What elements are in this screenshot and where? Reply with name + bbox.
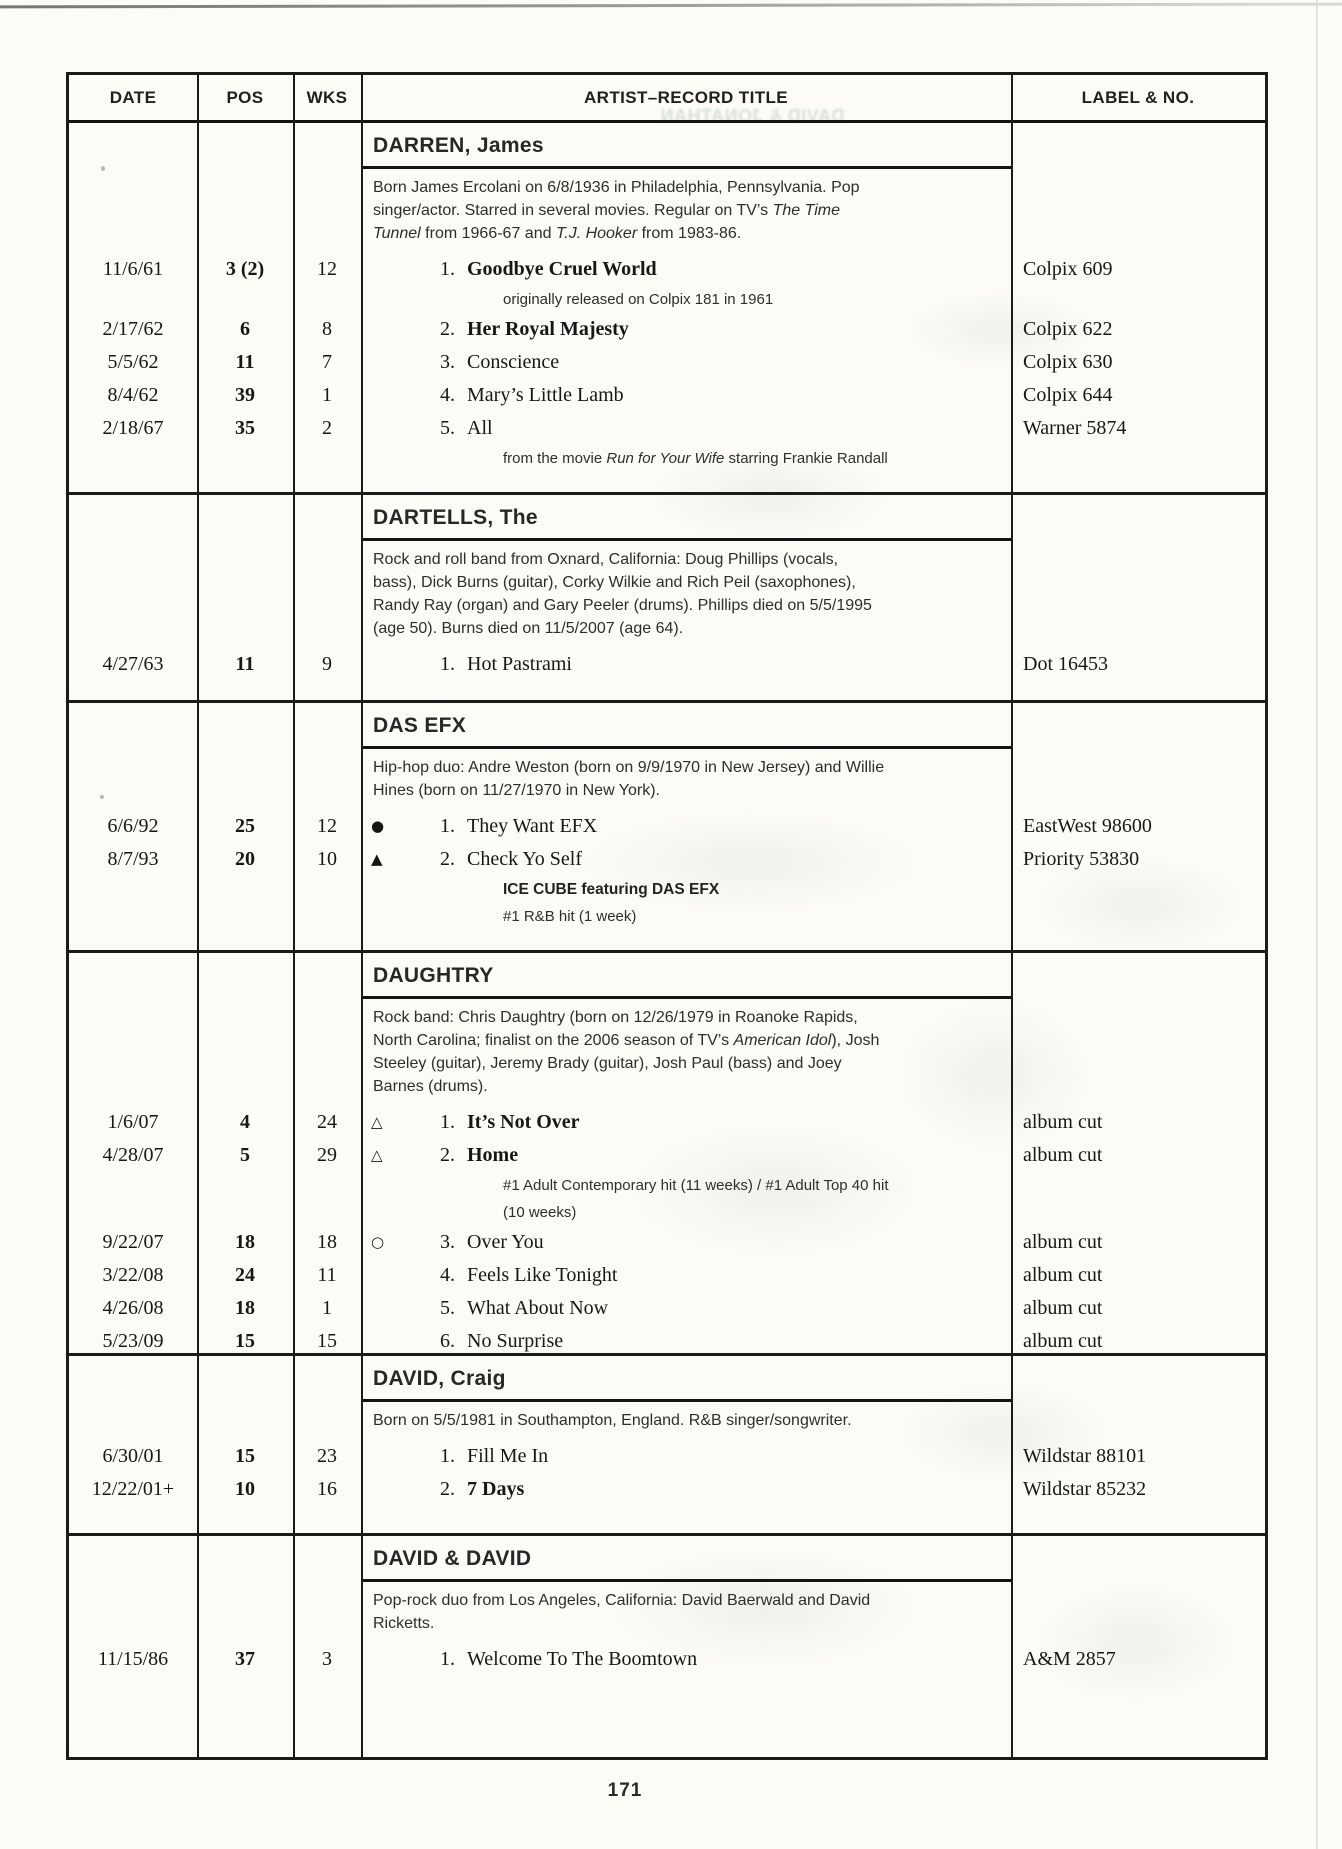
artist-name-band xyxy=(361,1356,1011,1402)
entry-title-cell xyxy=(361,1259,1011,1292)
text-segment: Born on 5/5/1981 in Southampton, England. R&B singer/songwriter. xyxy=(373,1412,852,1429)
entry-date: 5/23/09 xyxy=(102,1330,164,1352)
italic-text-segment: The Time Tunnel xyxy=(373,202,841,242)
entry-label-number: album cut xyxy=(1023,1231,1103,1253)
entry-title: All xyxy=(467,417,493,439)
entry-weeks-charted: 10 xyxy=(317,848,337,870)
artist-section xyxy=(69,1356,1265,1536)
chart-entry-row xyxy=(69,843,1265,876)
symbol-placeholder xyxy=(371,1643,409,1676)
symbol-placeholder xyxy=(371,1292,409,1325)
entry-note xyxy=(503,1172,903,1226)
entry-label-number: Colpix 644 xyxy=(1023,384,1113,406)
entry-title-cell xyxy=(361,1440,1011,1473)
entry-title-cell xyxy=(361,1292,1011,1325)
entry-number: 6. xyxy=(440,1330,455,1352)
column-header-pos: POS xyxy=(226,87,264,107)
artist-name: DAS EFX xyxy=(373,714,467,737)
entry-weeks-charted: 7 xyxy=(322,351,332,373)
entry-label-number: album cut xyxy=(1023,1111,1103,1133)
entry-title-cell xyxy=(361,843,1011,876)
entry-date: 2/18/67 xyxy=(102,417,164,439)
entry-number: 4. xyxy=(440,1264,455,1286)
entry-label-number: Colpix 622 xyxy=(1023,318,1113,340)
italic-text-segment: Run for Your Wife xyxy=(606,450,725,467)
entry-peak-position: 18 xyxy=(235,1297,255,1319)
entry-peak-position: 20 xyxy=(235,848,255,870)
entry-date: 4/28/07 xyxy=(102,1144,164,1166)
artist-bio xyxy=(361,756,885,802)
chart-entry-row xyxy=(69,346,1265,379)
entry-title: 7 Days xyxy=(467,1478,525,1500)
symbol-placeholder xyxy=(371,313,409,346)
symbol-placeholder xyxy=(371,379,409,412)
artist-bio xyxy=(361,1409,885,1432)
entry-title: Over You xyxy=(467,1231,544,1253)
artist-bio xyxy=(361,1006,885,1098)
chart-entry-row xyxy=(69,648,1265,681)
artist-name-band xyxy=(361,1536,1011,1582)
text-segment: starring Frankie Randall xyxy=(724,450,888,467)
entry-title: Fill Me In xyxy=(467,1445,549,1467)
chart-entry-row xyxy=(69,1292,1265,1325)
entry-number: 1. xyxy=(440,258,455,280)
entry-number: 1. xyxy=(440,1445,455,1467)
chart-entry-row xyxy=(69,313,1265,346)
entry-label-number: album cut xyxy=(1023,1297,1103,1319)
symbol-placeholder xyxy=(371,1473,409,1506)
entry-date: 3/22/08 xyxy=(102,1264,164,1286)
entry-date: 1/6/07 xyxy=(107,1111,159,1133)
entry-title-cell xyxy=(361,810,1011,843)
entry-label-number: album cut xyxy=(1023,1144,1103,1166)
artist-name-band xyxy=(361,495,1011,541)
text-segment: Born James Ercolani on 6/8/1936 in Philadelphia, Pennsylvania. Pop singer/actor. Starred in several movies. Regular on TV’s xyxy=(373,179,860,219)
chart-entry-row xyxy=(69,1106,1265,1139)
symbol-placeholder xyxy=(371,648,409,681)
entry-label-number: A&M 2857 xyxy=(1023,1648,1116,1670)
chart-entry-row xyxy=(69,379,1265,412)
entry-date: 8/4/62 xyxy=(107,384,159,406)
entry-peak-position: 4 xyxy=(240,1111,250,1133)
entry-peak-position: 35 xyxy=(235,417,255,439)
column-divider-line xyxy=(1011,75,1013,1757)
text-segment: ICE CUBE featuring DAS EFX xyxy=(503,881,720,898)
entry-note xyxy=(503,286,903,313)
entry-label-number: album cut xyxy=(1023,1264,1103,1286)
entry-date: 9/22/07 xyxy=(102,1231,164,1253)
text-segment: Rock and roll band from Oxnard, California: Doug Phillips (vocals, bass), Dick Burns (guitar), Corky Wilkie and Rich Peil (saxophones), Randy Ray (organ) and Gary Peeler (drums). Phillips died on 5/5/1995 (age 50). Burns died on 11/5/2007 (age 64). xyxy=(373,551,872,637)
entry-weeks-charted: 29 xyxy=(317,1144,337,1166)
entry-weeks-charted: 1 xyxy=(322,384,332,406)
text-segment: from the movie xyxy=(503,450,607,467)
entry-peak-position: 39 xyxy=(235,384,255,406)
column-header-artist-record-title: ARTIST–RECORD TITLE xyxy=(583,87,789,107)
chart-entry-row xyxy=(69,810,1265,843)
table-body xyxy=(69,123,1265,1763)
entry-weeks-charted: 18 xyxy=(317,1231,337,1253)
entry-title: Hot Pastrami xyxy=(467,653,572,675)
entry-number: 1. xyxy=(440,653,455,675)
entry-note xyxy=(503,903,903,930)
entry-peak-position: 11 xyxy=(235,653,255,675)
entry-title: It’s Not Over xyxy=(467,1111,580,1133)
symbol-placeholder xyxy=(371,253,409,286)
entry-title: Feels Like Tonight xyxy=(467,1264,618,1286)
entry-weeks-charted: 8 xyxy=(322,318,332,340)
entry-label-number: Dot 16453 xyxy=(1023,653,1108,675)
entry-title-cell xyxy=(361,1139,1011,1172)
symbol-placeholder xyxy=(371,1440,409,1473)
entry-title-cell xyxy=(361,1325,1011,1356)
artist-name: DARREN, James xyxy=(373,134,544,157)
entry-peak-position: 10 xyxy=(235,1478,255,1500)
text-segment: Rock band: Chris Daughtry (born on 12/26/1979 in Roanoke Rapids, North Carolina; finalist on the 2006 season of TV’s xyxy=(373,1009,858,1049)
artist-name: DAVID, Craig xyxy=(373,1367,506,1390)
entry-number: 2. xyxy=(440,1478,455,1500)
entry-number: 2. xyxy=(440,1144,455,1166)
entry-peak-position: 3 (2) xyxy=(225,258,265,280)
entry-weeks-charted: 23 xyxy=(317,1445,337,1467)
open-circle-icon: ○ xyxy=(371,1233,385,1251)
entry-date: 6/6/92 xyxy=(107,815,159,837)
entry-weeks-charted: 9 xyxy=(322,653,332,675)
chart-reference-table xyxy=(66,72,1268,1760)
text-segment: Pop-rock duo from Los Angeles, California: David Baerwald and David Ricketts. xyxy=(373,1592,871,1632)
entry-number: 1. xyxy=(440,1648,455,1670)
entry-date: 8/7/93 xyxy=(107,848,159,870)
italic-text-segment: American Idol xyxy=(733,1032,832,1049)
entry-title-cell xyxy=(361,1106,1011,1139)
entry-label-number: EastWest 98600 xyxy=(1023,815,1152,837)
entry-note xyxy=(503,876,903,903)
entry-label-number: Wildstar 85232 xyxy=(1023,1478,1147,1500)
column-header-label-no: LABEL & NO. xyxy=(1081,87,1195,107)
artist-section xyxy=(69,1536,1265,1763)
entry-title: Check Yo Self xyxy=(467,848,583,870)
entry-title-cell xyxy=(361,1643,1011,1676)
entry-peak-position: 5 xyxy=(240,1144,250,1166)
gold-record-icon: ● xyxy=(371,817,385,835)
table-header-row xyxy=(69,75,1265,123)
entry-title-cell xyxy=(361,648,1011,681)
chart-entry-row xyxy=(69,1440,1265,1473)
symbol-placeholder xyxy=(371,412,409,445)
entry-weeks-charted: 15 xyxy=(317,1330,337,1352)
chart-entry-row xyxy=(69,1473,1265,1506)
entry-title: What About Now xyxy=(467,1297,609,1319)
entry-number: 2. xyxy=(440,848,455,870)
text-segment: from 1966-67 and xyxy=(420,225,556,242)
artist-section xyxy=(69,953,1265,1356)
symbol-placeholder xyxy=(371,1259,409,1292)
entry-weeks-charted: 2 xyxy=(322,417,332,439)
entry-peak-position: 11 xyxy=(235,351,255,373)
artist-name: DAVID & DAVID xyxy=(373,1547,532,1570)
entry-date: 12/22/01+ xyxy=(91,1478,175,1500)
entry-title: No Surprise xyxy=(467,1330,564,1352)
scan-edge-line xyxy=(0,3,1342,9)
symbol-placeholder xyxy=(371,346,409,379)
entry-title: Her Royal Majesty xyxy=(467,318,629,340)
entry-label-number: album cut xyxy=(1023,1330,1103,1352)
text-segment: #1 Adult Contemporary hit (11 weeks) / #1 Adult Top 40 hit (10 weeks) xyxy=(503,1177,889,1221)
entry-label-number: Wildstar 88101 xyxy=(1023,1445,1147,1467)
bleed-through-text: DAVID & JONATHAN xyxy=(660,106,845,126)
entry-title: They Want EFX xyxy=(467,815,598,837)
column-divider-line xyxy=(293,75,295,1757)
entry-weeks-charted: 12 xyxy=(317,258,337,280)
chart-entry-row xyxy=(69,1226,1265,1259)
entry-weeks-charted: 1 xyxy=(322,1297,332,1319)
scan-edge-line-right xyxy=(1316,0,1318,1849)
entry-label-number: Priority 53830 xyxy=(1023,848,1140,870)
symbol-placeholder xyxy=(371,1325,409,1356)
entry-date: 11/6/61 xyxy=(102,258,164,280)
entry-title-cell xyxy=(361,313,1011,346)
page-number: 171 xyxy=(607,1780,643,1801)
artist-name: DAUGHTRY xyxy=(373,964,494,987)
entry-date: 11/15/86 xyxy=(97,1648,169,1670)
entry-title: Mary’s Little Lamb xyxy=(467,384,624,406)
column-divider-line xyxy=(361,75,363,1757)
chart-entry-row xyxy=(69,412,1265,445)
chart-entry-row xyxy=(69,1259,1265,1292)
entry-number: 3. xyxy=(440,1231,455,1253)
entry-peak-position: 37 xyxy=(235,1648,255,1670)
entry-date: 4/26/08 xyxy=(102,1297,164,1319)
entry-number: 2. xyxy=(440,318,455,340)
entry-label-number: Colpix 630 xyxy=(1023,351,1113,373)
entry-number: 5. xyxy=(440,1297,455,1319)
text-segment: ), Josh Steeley (guitar), Jeremy Brady (guitar), Josh Paul (bass) and Joey Barnes (drums). xyxy=(373,1032,880,1095)
entry-title-cell xyxy=(361,1226,1011,1259)
artist-name-band xyxy=(361,703,1011,749)
artist-name: DARTELLS, The xyxy=(373,506,538,529)
text-segment: from 1983-86. xyxy=(637,225,742,242)
entry-title-cell xyxy=(361,1473,1011,1506)
text-segment: #1 R&B hit (1 week) xyxy=(503,908,637,925)
artist-bio xyxy=(361,1589,885,1635)
artist-section xyxy=(69,495,1265,703)
entry-peak-position: 6 xyxy=(240,318,250,340)
artist-bio xyxy=(361,548,885,640)
artist-bio xyxy=(361,176,885,245)
entry-number: 4. xyxy=(440,384,455,406)
entry-weeks-charted: 12 xyxy=(317,815,337,837)
chart-entry-row xyxy=(69,1643,1265,1676)
entry-date: 2/17/62 xyxy=(102,318,164,340)
column-header-wks: WKS xyxy=(306,87,348,107)
entry-date: 4/27/63 xyxy=(102,653,164,675)
entry-label-number: Warner 5874 xyxy=(1023,417,1127,439)
entry-number: 1. xyxy=(440,815,455,837)
column-divider-line xyxy=(197,75,199,1757)
artist-name-band xyxy=(361,953,1011,999)
entry-weeks-charted: 16 xyxy=(317,1478,337,1500)
entry-title: Home xyxy=(467,1144,519,1166)
artist-section xyxy=(69,123,1265,495)
chart-entry-row xyxy=(69,1325,1265,1356)
entry-peak-position: 18 xyxy=(235,1231,255,1253)
entry-weeks-charted: 3 xyxy=(322,1648,332,1670)
entry-weeks-charted: 11 xyxy=(317,1264,337,1286)
entry-number: 1. xyxy=(440,1111,455,1133)
entry-number: 3. xyxy=(440,351,455,373)
entry-peak-position: 15 xyxy=(235,1330,255,1352)
italic-text-segment: T.J. Hooker xyxy=(555,225,638,242)
entry-title: Welcome To The Boomtown xyxy=(467,1648,698,1670)
text-segment: Hip-hop duo: Andre Weston (born on 9/9/1970 in New Jersey) and Willie Hines (born on 11/27/1970 in New York). xyxy=(373,759,885,799)
artist-section xyxy=(69,703,1265,953)
entry-title-cell xyxy=(361,412,1011,445)
entry-date: 6/30/01 xyxy=(102,1445,164,1467)
text-segment: originally released on Colpix 181 in 1961 xyxy=(503,291,774,308)
entry-title-cell xyxy=(361,379,1011,412)
entry-title-cell xyxy=(361,346,1011,379)
entry-weeks-charted: 24 xyxy=(317,1111,337,1133)
entry-title-cell xyxy=(361,253,1011,286)
chart-entry-row xyxy=(69,253,1265,286)
platinum-record-icon: ▲ xyxy=(371,850,383,868)
entry-note xyxy=(503,445,903,472)
entry-title: Conscience xyxy=(467,351,560,373)
entry-date: 5/5/62 xyxy=(107,351,159,373)
entry-peak-position: 15 xyxy=(235,1445,255,1467)
entry-peak-position: 24 xyxy=(235,1264,255,1286)
chart-entry-row xyxy=(69,1139,1265,1172)
artist-name-band xyxy=(361,123,1011,169)
entry-number: 5. xyxy=(440,417,455,439)
column-header-date: DATE xyxy=(109,87,157,107)
entry-label-number: Colpix 609 xyxy=(1023,258,1113,280)
open-triangle-icon: △ xyxy=(371,1146,383,1164)
entry-peak-position: 25 xyxy=(235,815,255,837)
open-triangle-icon: △ xyxy=(371,1113,383,1131)
entry-title: Goodbye Cruel World xyxy=(467,258,657,280)
